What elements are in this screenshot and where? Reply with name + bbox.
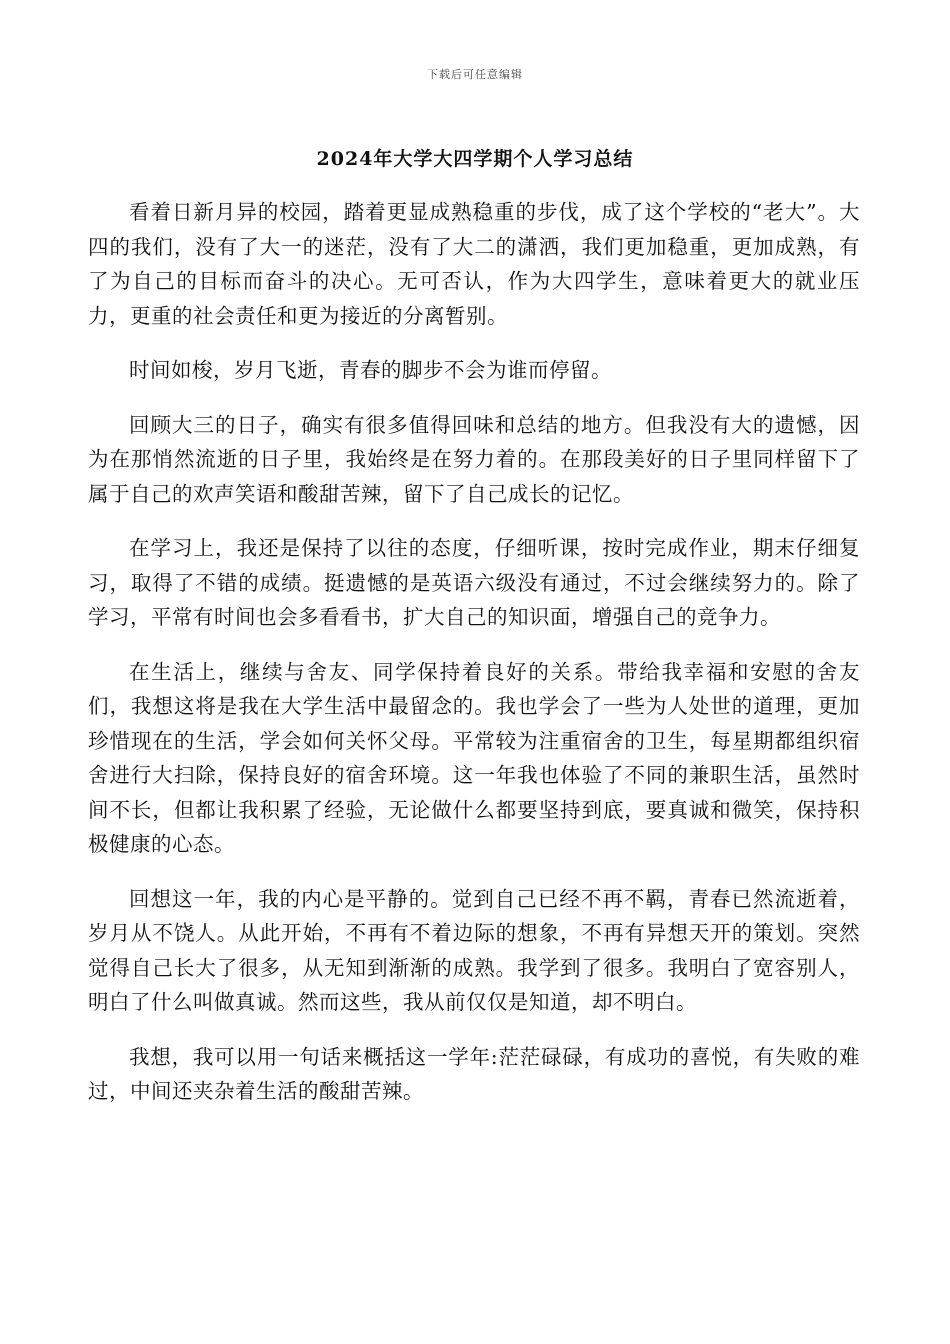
document-body <box>88 195 860 1129</box>
document-title: 2024年大学大四学期个人学习总结 <box>316 148 634 170</box>
paragraph: 回顾大三的日子，确实有很多值得回味和总结的地方。但我没有大的遗憾，因为在那悄然流逝的日子里，我始终是在努力着的。在那段美好的日子里同样留下了属于自己的欢声笑语和酸甜苦辣，留下了自己成长的记忆。 <box>88 412 860 506</box>
paragraph: 看着日新月异的校园，踏着更显成熟稳重的步伐，成了这个学校的“老大”。大四的我们，没有了大一的迷茫，没有了大二的潇洒，我们更加稳重，更加成熟，有了为自己的目标而奋斗的决心。无可否认，作为大四学生，意味着更大的就业压力，更重的社会责任和更为接近的分离暂别。 <box>88 200 860 328</box>
paragraph: 我想，我可以用一句话来概括这一学年:茫茫碌碌，有成功的喜悦，有失败的难过，中间还夹杂着生活的酸甜苦辣。 <box>88 1044 860 1103</box>
paragraph: 回想这一年，我的内心是平静的。觉到自己已经不再不羁，青春已然流逝着，岁月从不饶人。从此开始，不再有不着边际的想象，不再有异想天开的策划。突然觉得自己长大了很多，从无知到渐渐的成熟。我学到了很多。我明白了宽容别人，明白了什么叫做真诚。然而这些，我从前仅仅是知道，却不明白。 <box>88 886 860 1014</box>
paragraph: 时间如梭，岁月飞逝，青春的脚步不会为谁而停留。 <box>129 358 612 382</box>
paragraph: 在学习上，我还是保持了以往的态度，仔细听课，按时完成作业，期末仔细复习，取得了不错的成绩。挺遗憾的是英语六级没有通过，不过会继续努力的。除了学习，平常有时间也会多看看书，扩大自己的知识面，增强自己的竞争力。 <box>88 536 860 629</box>
paragraph: 在生活上，继续与舍友、同学保持着良好的关系。带给我幸福和安慰的舍友们，我想这将是我在大学生活中最留念的。我也学会了一些为人处世的道理，更加珍惜现在的生活，学会如何关怀父母。平常较为注重宿舍的卫生，每星期都组织宿舍进行大扫除，保持良好的宿舍环境。这一年我也体验了不同的兼职生活，虽然时间不长，但都让我积累了经验，无论做什么都要坚持到底，要真诚和微笑，保持积极健康的心态。 <box>88 659 860 856</box>
header-note: 下载后可任意编辑 <box>427 68 523 81</box>
